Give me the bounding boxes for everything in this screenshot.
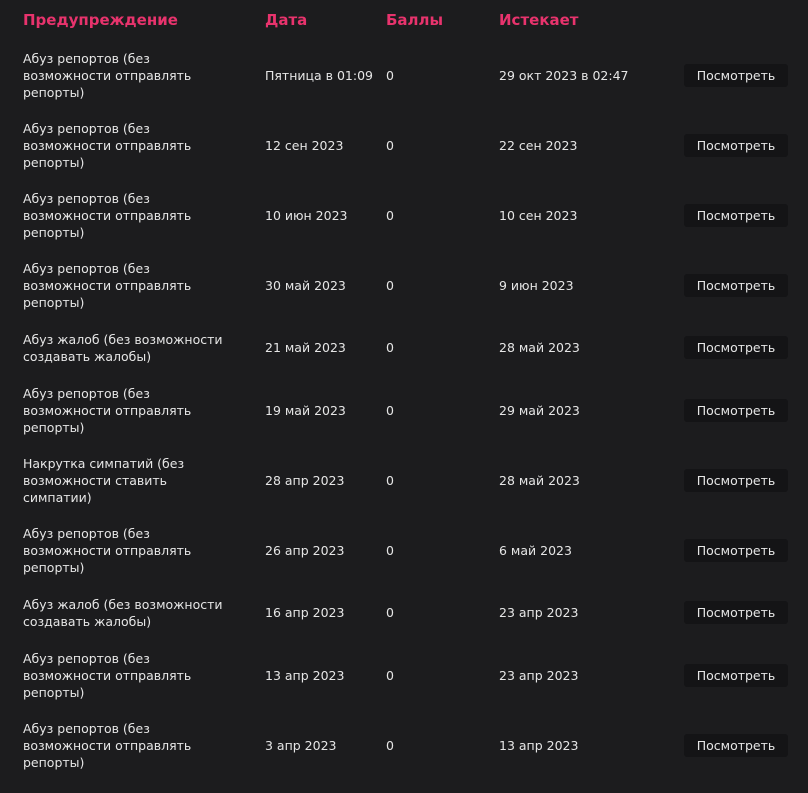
points-cell: 0	[386, 207, 394, 223]
points-cell: 0	[386, 472, 394, 488]
table-row	[0, 445, 808, 515]
view-button[interactable]: Посмотреть	[684, 336, 788, 359]
date-cell: 13 апр 2023	[265, 667, 345, 683]
points-cell: 0	[386, 605, 394, 620]
points-cell: 0	[386, 737, 394, 753]
view-button[interactable]: Посмотреть	[684, 64, 788, 87]
view-button-cell	[684, 515, 788, 585]
expires-cell: 28 май 2023	[499, 472, 580, 488]
table-row	[0, 320, 808, 375]
expires-cell: 6 май 2023	[499, 542, 572, 558]
expires-cell: 28 май 2023	[499, 340, 580, 355]
warning-cell: Абуз репортов (без возможности отправлять репорты)	[23, 720, 192, 770]
table-row	[0, 250, 808, 320]
view-button-cell	[684, 640, 788, 710]
view-button[interactable]: Посмотреть	[684, 539, 788, 562]
table-row	[0, 180, 808, 250]
table-row	[0, 710, 808, 780]
warning-cell: Абуз репортов (без возможности отправлять репорты)	[23, 385, 192, 435]
warning-cell: Накрутка симпатий (без возможности ставить симпатии)	[23, 455, 185, 505]
warning-cell: Абуз репортов (без возможности отправлять репорты)	[23, 50, 192, 100]
header-date: Дата	[265, 11, 308, 29]
date-cell: 30 май 2023	[265, 277, 346, 293]
expires-cell: 22 сен 2023	[499, 137, 578, 153]
view-button[interactable]: Посмотреть	[684, 469, 788, 492]
view-button-cell	[684, 320, 788, 375]
expires-cell: 23 апр 2023	[499, 605, 579, 620]
warning-cell: Абуз репортов (без возможности отправлять репорты)	[23, 525, 192, 575]
expires-cell: 13 апр 2023	[499, 737, 579, 753]
date-cell: 26 апр 2023	[265, 542, 345, 558]
view-button[interactable]: Посмотреть	[684, 734, 788, 757]
header-expires: Истекает	[499, 11, 579, 29]
table-row	[0, 585, 808, 640]
view-button-cell	[684, 250, 788, 320]
warning-cell: Абуз жалоб (без возможности создавать жалобы)	[23, 596, 223, 629]
view-button[interactable]: Посмотреть	[684, 134, 788, 157]
date-cell: 16 апр 2023	[265, 605, 345, 620]
header-points: Баллы	[386, 11, 444, 29]
expires-cell: 10 сен 2023	[499, 207, 578, 223]
view-button[interactable]: Посмотреть	[684, 204, 788, 227]
table-row	[0, 515, 808, 585]
table-row	[0, 375, 808, 445]
table-header	[0, 0, 808, 40]
view-button-cell	[684, 40, 788, 110]
warning-cell: Абуз жалоб (без возможности создавать жалобы)	[23, 331, 223, 364]
view-button[interactable]: Посмотреть	[684, 274, 788, 297]
points-cell: 0	[386, 137, 394, 153]
date-cell: 12 сен 2023	[265, 137, 344, 153]
date-cell: 21 май 2023	[265, 340, 346, 355]
header-warning: Предупреждение	[23, 11, 178, 29]
points-cell: 0	[386, 67, 394, 83]
points-cell: 0	[386, 340, 394, 355]
points-cell: 0	[386, 542, 394, 558]
warning-cell: Абуз репортов (без возможности отправлять репорты)	[23, 120, 192, 170]
table-row	[0, 40, 808, 110]
view-button-cell	[684, 585, 788, 640]
view-button-cell	[684, 375, 788, 445]
date-cell: 3 апр 2023	[265, 737, 337, 753]
view-button-cell	[684, 180, 788, 250]
warnings-table	[0, 40, 808, 780]
table-row	[0, 640, 808, 710]
date-cell: 19 май 2023	[265, 402, 346, 418]
view-button-cell	[684, 445, 788, 515]
points-cell: 0	[386, 667, 394, 683]
points-cell: 0	[386, 277, 394, 293]
date-cell: 10 июн 2023	[265, 207, 348, 223]
view-button[interactable]: Посмотреть	[684, 399, 788, 422]
view-button[interactable]: Посмотреть	[684, 601, 788, 624]
view-button[interactable]: Посмотреть	[684, 664, 788, 687]
expires-cell: 29 май 2023	[499, 402, 580, 418]
expires-cell: 29 окт 2023 в 02:47	[499, 67, 629, 83]
date-cell: 28 апр 2023	[265, 472, 345, 488]
table-row	[0, 110, 808, 180]
warning-cell: Абуз репортов (без возможности отправлять репорты)	[23, 650, 192, 700]
points-cell: 0	[386, 402, 394, 418]
view-button-cell	[684, 710, 788, 780]
expires-cell: 23 апр 2023	[499, 667, 579, 683]
view-button-cell	[684, 110, 788, 180]
expires-cell: 9 июн 2023	[499, 277, 574, 293]
date-cell: Пятница в 01:09	[265, 67, 374, 83]
warning-cell: Абуз репортов (без возможности отправлять репорты)	[23, 190, 192, 240]
warning-cell: Абуз репортов (без возможности отправлять репорты)	[23, 260, 192, 310]
